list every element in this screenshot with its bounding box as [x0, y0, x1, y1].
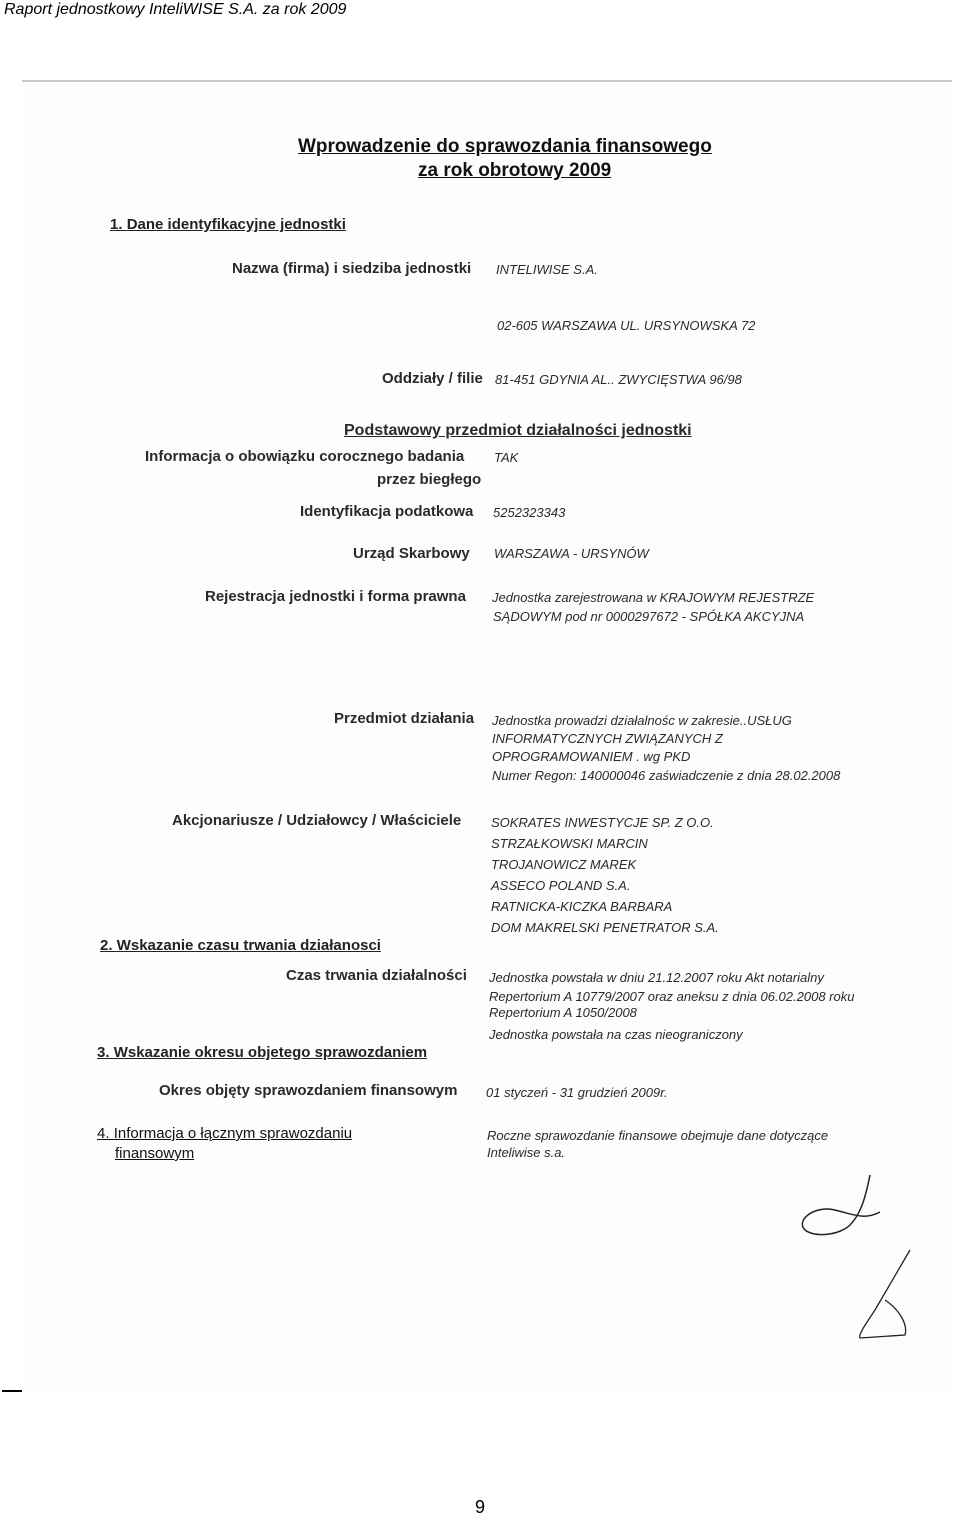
- registration-value-cont: SĄDOWYM pod nr 0000297672 - SPÓŁKA AKCYJNA: [493, 609, 805, 624]
- section-title: Dane identyfikacyjne jednostki: [126, 216, 346, 233]
- registration-value: Jednostka zarejestrowana w KRAJOWYM REJESTRZE: [492, 590, 815, 605]
- handwritten-signature: [780, 1160, 920, 1350]
- tax-label: Identyfikacja podatkowa: [300, 503, 474, 520]
- section-1-heading: [110, 216, 346, 233]
- subject-value-1: Jednostka prowadzi działalnośc w zakresie..USŁUG: [492, 713, 792, 728]
- subject-value-3: OPROGRAMOWANIEM . wg PKD: [492, 749, 691, 764]
- section-title: Wskazanie czasu trwania działanosci: [116, 937, 381, 954]
- shareholder-item: ASSECO POLAND S.A.: [491, 878, 631, 893]
- tax-office-value: WARSZAWA - URSYNÓW: [494, 546, 649, 561]
- combined-report-value: Roczne sprawozdanie finansowe obejmuje dane dotyczące: [487, 1128, 829, 1143]
- duration-value-2: Repertorium A 10779/2007 oraz aneksu z dnia 06.02.2008 roku: [489, 989, 855, 1004]
- shareholder-item: STRZAŁKOWSKI MARCIN: [491, 836, 648, 851]
- shareholder-item: RATNICKA-KICZKA BARBARA: [491, 899, 673, 914]
- section-2-heading: [100, 937, 381, 954]
- section-3-heading: [97, 1044, 427, 1061]
- registration-label: Rejestracja jednostki i forma prawna: [205, 588, 466, 605]
- period-value: 01 styczeń - 31 grudzień 2009r.: [486, 1085, 668, 1100]
- document-subtitle: za rok obrotowy 2009: [418, 160, 612, 181]
- branch-label: Oddziały / filie: [382, 370, 483, 387]
- section-number: 4.: [97, 1125, 110, 1142]
- page-number: 9: [474, 1497, 485, 1517]
- name-label: Nazwa (firma) i siedziba jednostki: [232, 260, 472, 277]
- subject-value-4: Numer Regon: 140000046 zaświadczenie z dnia 28.02.2008: [492, 768, 841, 783]
- section-number: 2.: [100, 937, 113, 954]
- section-4-heading-cont: finansowym: [115, 1145, 195, 1162]
- shareholder-item: TROJANOWICZ MAREK: [491, 857, 637, 872]
- duration-value-4: Jednostka powstała na czas nieograniczony: [489, 1027, 743, 1042]
- period-label: Okres objęty sprawozdaniem finansowym: [159, 1082, 458, 1099]
- branch-value: 81-451 GDYNIA AL.. ZWYCIĘSTWA 96/98: [495, 372, 742, 387]
- shareholder-item: DOM MAKRELSKI PENETRATOR S.A.: [491, 920, 719, 935]
- name-value: INTELIWISE S.A.: [496, 262, 598, 277]
- activity-heading: Podstawowy przedmiot działalności jednostki: [344, 422, 692, 439]
- duration-label: Czas trwania działalności: [286, 967, 467, 984]
- tax-office-label: Urząd Skarbowy: [353, 545, 470, 562]
- shareholder-item: SOKRATES INWESTYCJE SP. Z O.O.: [491, 815, 714, 830]
- margin-mark: [2, 1390, 22, 1392]
- combined-report-value-cont: Inteliwise s.a.: [487, 1145, 566, 1160]
- audit-label-cont: przez biegłego: [377, 471, 482, 488]
- duration-value-1: Jednostka powstała w dniu 21.12.2007 roku Akt notarialny: [489, 970, 824, 985]
- section-number: 1.: [110, 216, 123, 233]
- duration-value-3: Repertorium A 1050/2008: [489, 1005, 637, 1020]
- address-value: 02-605 WARSZAWA UL. URSYNOWSKA 72: [497, 318, 756, 333]
- page-header: Raport jednostkowy InteliWISE S.A. za rok 2009: [4, 1, 347, 18]
- section-number: 3.: [97, 1044, 110, 1061]
- tax-value: 5252323343: [493, 505, 566, 520]
- document-title: Wprowadzenie do sprawozdania finansowego: [298, 136, 712, 157]
- audit-value: TAK: [494, 450, 519, 465]
- subject-label: Przedmiot działania: [334, 710, 475, 727]
- shareholders-label: Akcjonariusze / Udziałowcy / Właściciele: [172, 812, 462, 829]
- section-4-heading: [97, 1125, 352, 1142]
- subject-value-2: INFORMATYCZNYCH ZWIĄZANYCH Z: [492, 731, 723, 746]
- audit-label: Informacja o obowiązku corocznego badania: [145, 448, 465, 465]
- section-title: Wskazanie okresu objetego sprawozdaniem: [113, 1044, 428, 1061]
- section-title: Informacja o łącznym sprawozdaniu: [113, 1125, 353, 1142]
